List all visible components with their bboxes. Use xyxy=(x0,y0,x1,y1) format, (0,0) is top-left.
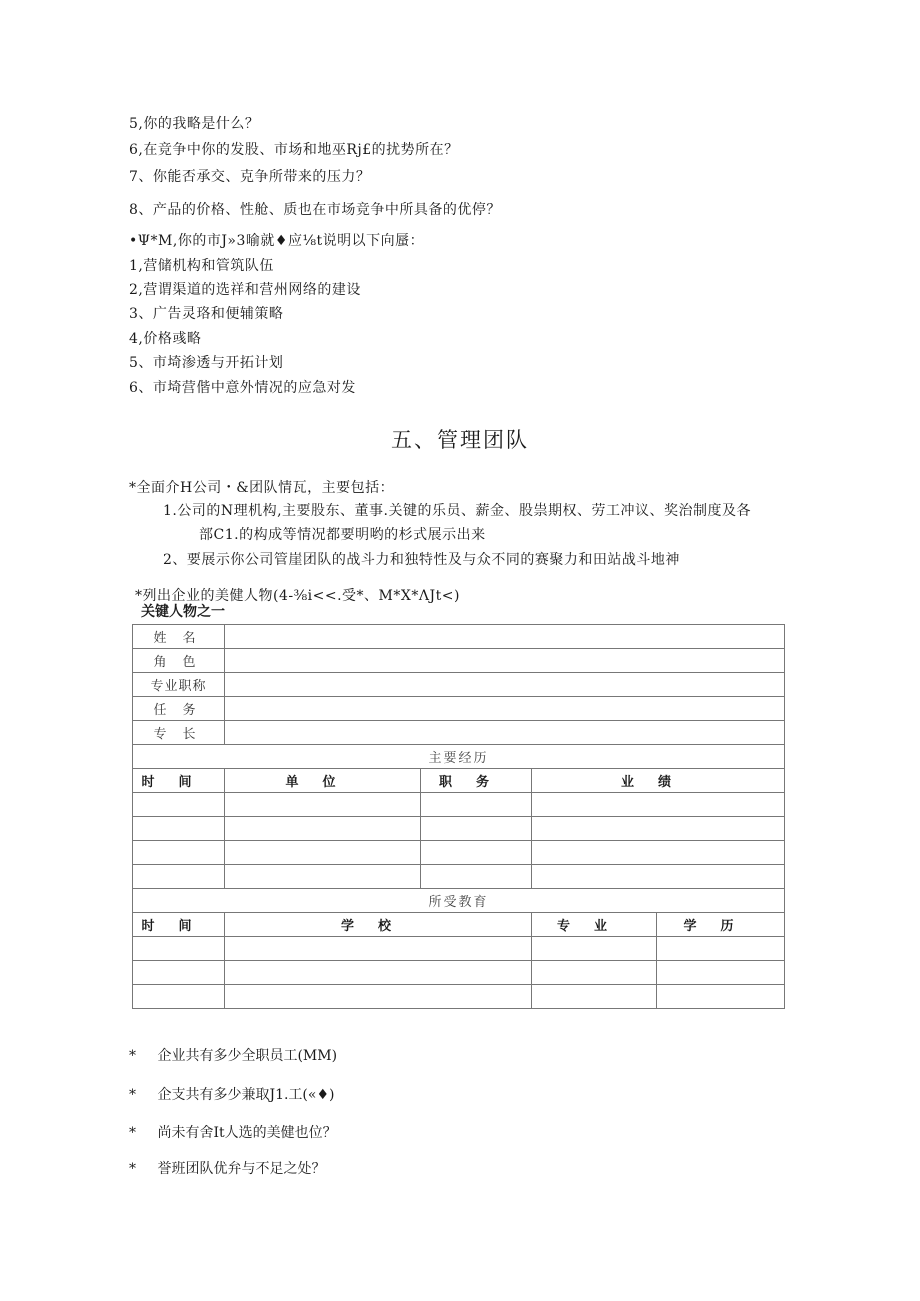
cell[interactable] xyxy=(133,841,225,865)
exp-header-achievement: 业绩 xyxy=(532,769,785,793)
cell[interactable] xyxy=(133,793,225,817)
cell[interactable] xyxy=(532,937,657,961)
question-6: 6,在竞争中你的发股、市场和地巫Rj£的扰势所在？ xyxy=(129,142,459,158)
table-caption: 关键人物之一 xyxy=(141,604,225,620)
key-person-table xyxy=(132,624,785,1009)
field-value-title[interactable] xyxy=(225,673,785,697)
exp-header-position: 职务 xyxy=(421,769,532,793)
question-5: 5,你的我略是什么？ xyxy=(129,116,260,132)
bottom-question-text: 企业共有多少全职员工(MM) xyxy=(157,1048,338,1064)
marketing-item: 2,营谓渠道的选祥和营州网络的建设 xyxy=(129,282,361,298)
experience-title-row xyxy=(133,745,785,769)
cell[interactable] xyxy=(133,937,225,961)
experience-row xyxy=(133,865,785,889)
education-row xyxy=(133,937,785,961)
education-row xyxy=(133,985,785,1009)
bullet-star: * xyxy=(129,1161,136,1177)
team-intro: *全面介H公司・&团队情瓦，主要包括： xyxy=(129,480,395,496)
field-row xyxy=(133,721,785,745)
field-row xyxy=(133,625,785,649)
marketing-item: 4,价格彧略 xyxy=(129,331,202,347)
field-row xyxy=(133,649,785,673)
education-title: 所受教育 xyxy=(133,889,785,913)
bullet-star: * xyxy=(129,1125,136,1141)
experience-row xyxy=(133,817,785,841)
cell[interactable] xyxy=(421,841,532,865)
edu-header-time: 时间 xyxy=(133,913,225,937)
experience-row xyxy=(133,841,785,865)
question-7: 7、你能否承交、克争所带来的压力？ xyxy=(129,169,371,185)
cell[interactable] xyxy=(532,865,785,889)
cell[interactable] xyxy=(532,841,785,865)
cell[interactable] xyxy=(657,937,785,961)
cell[interactable] xyxy=(532,793,785,817)
cell[interactable] xyxy=(133,961,225,985)
experience-row xyxy=(133,793,785,817)
bottom-question-text: 誉班团队优弁与不足之处？ xyxy=(157,1161,326,1177)
field-value-task[interactable] xyxy=(225,697,785,721)
exp-header-time: 时间 xyxy=(133,769,225,793)
bottom-question xyxy=(129,1084,334,1104)
cell[interactable] xyxy=(657,985,785,1009)
field-value-name[interactable] xyxy=(225,625,785,649)
cell[interactable] xyxy=(421,817,532,841)
edu-header-degree: 学历 xyxy=(657,913,785,937)
field-value-role[interactable] xyxy=(225,649,785,673)
experience-title: 主要经历 xyxy=(133,745,785,769)
bottom-question-text: 尚未有舍It人选的美健也位？ xyxy=(157,1125,337,1141)
cell[interactable] xyxy=(225,841,421,865)
cell[interactable] xyxy=(225,961,532,985)
marketing-item: 6、市埼营偕中意外情况的应急对发 xyxy=(129,380,356,396)
cell[interactable] xyxy=(532,985,657,1009)
cell[interactable] xyxy=(133,865,225,889)
field-row xyxy=(133,673,785,697)
cell[interactable] xyxy=(657,961,785,985)
cell[interactable] xyxy=(421,793,532,817)
bottom-question xyxy=(129,1122,337,1142)
field-label-role: 角色 xyxy=(133,649,225,673)
team-point-1-cont: 部C1.的构成等情况都要明哟的杉式展示出来 xyxy=(199,527,486,543)
cell[interactable] xyxy=(421,865,532,889)
bullet-star: * xyxy=(129,1048,136,1064)
education-title-row xyxy=(133,889,785,913)
marketing-item: 1,营储机构和管筑队伍 xyxy=(129,258,274,274)
cell[interactable] xyxy=(532,961,657,985)
edu-header-school: 学校 xyxy=(225,913,532,937)
edu-header-major: 专业 xyxy=(532,913,657,937)
field-label-name: 姓名 xyxy=(133,625,225,649)
field-label-specialty: 专长 xyxy=(133,721,225,745)
question-8: 8、产品的价格、性舱、质也在市场竞争中所具备的优停？ xyxy=(129,202,501,218)
education-header-row xyxy=(133,913,785,937)
marketing-intro: •Ψ*M,你的市J»3喻就♦应⅛t说明以下向蜃： xyxy=(129,233,425,249)
team-point-2: 2、要展示你公司管崖团队的战斗力和独特性及与众不同的赛聚力和田站战斗地神 xyxy=(163,552,680,568)
education-row xyxy=(133,961,785,985)
key-people-intro: *列出企业的美健人物(4-⅜i<<.受*、M*X*ΛJt<) xyxy=(135,588,460,604)
bottom-question xyxy=(129,1158,325,1178)
field-row xyxy=(133,697,785,721)
cell[interactable] xyxy=(225,985,532,1009)
cell[interactable] xyxy=(532,817,785,841)
cell[interactable] xyxy=(225,937,532,961)
bottom-question xyxy=(129,1045,337,1065)
field-label-title: 专业职称 xyxy=(133,673,225,697)
experience-header-row xyxy=(133,769,785,793)
field-value-specialty[interactable] xyxy=(225,721,785,745)
cell[interactable] xyxy=(133,985,225,1009)
marketing-item: 3、广告灵珞和便辅策略 xyxy=(129,306,284,322)
marketing-item: 5、市埼渗透与开拓计划 xyxy=(129,355,284,371)
team-point-1: 1.公司的N理机构,主要股东、董事.关键的乐员、薪金、股祟期权、劳工冲议、奖治制度及各 xyxy=(163,503,752,519)
cell[interactable] xyxy=(225,817,421,841)
cell[interactable] xyxy=(225,865,421,889)
section-title: 五、管理团队 xyxy=(391,428,529,452)
cell[interactable] xyxy=(133,817,225,841)
cell[interactable] xyxy=(225,793,421,817)
exp-header-unit: 单位 xyxy=(225,769,421,793)
bullet-star: * xyxy=(129,1087,136,1103)
field-label-task: 任务 xyxy=(133,697,225,721)
bottom-question-text: 企支共有多少兼取J1.工(«♦) xyxy=(157,1087,335,1103)
